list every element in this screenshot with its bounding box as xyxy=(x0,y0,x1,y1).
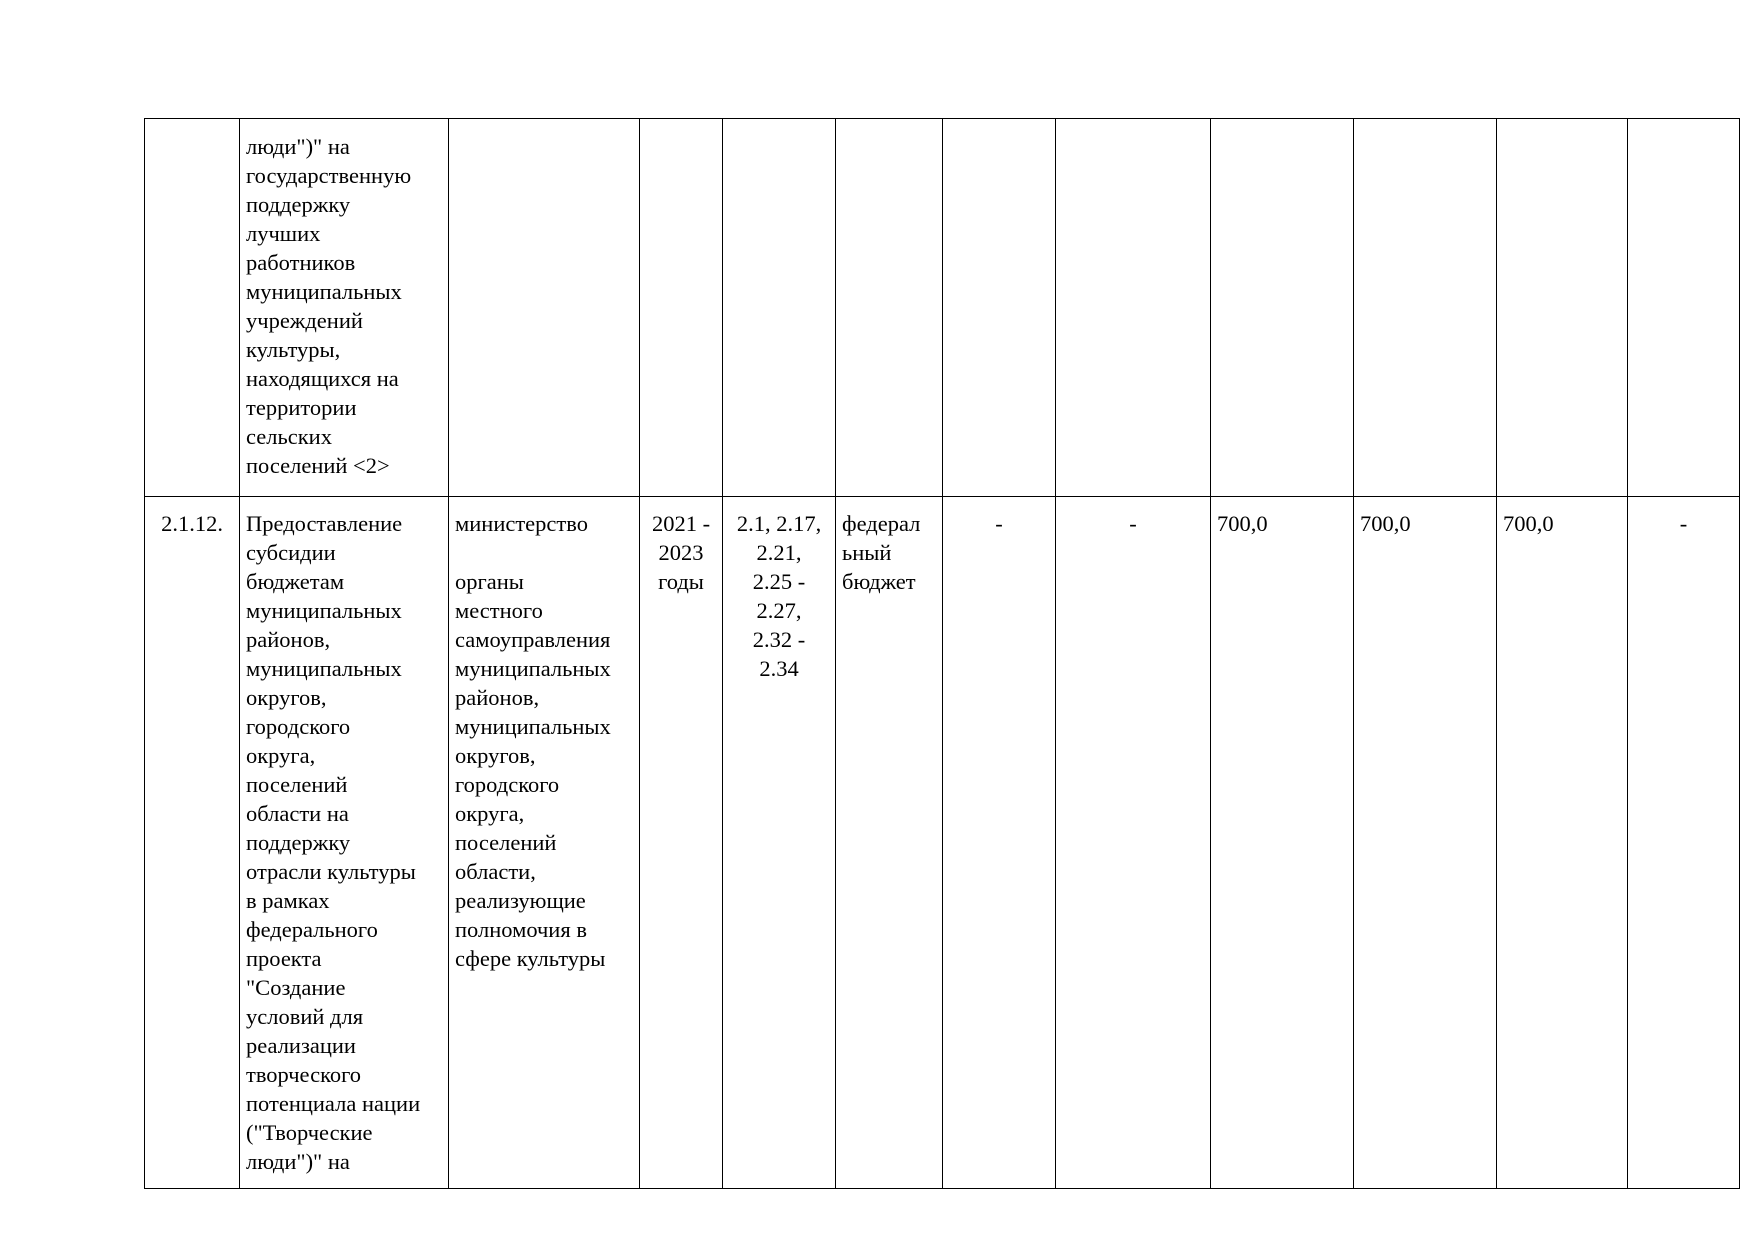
cell-period xyxy=(640,497,723,1189)
cell-value xyxy=(1497,497,1628,1189)
text-line: проекта xyxy=(246,946,322,971)
text-line: реализующие xyxy=(455,888,586,913)
cell-period xyxy=(640,119,723,497)
cell-source xyxy=(836,497,943,1189)
value-text: - xyxy=(1679,511,1688,536)
cell-value xyxy=(1211,497,1354,1189)
text-line: 2.27, xyxy=(756,598,802,623)
text-line: в рамках xyxy=(246,888,330,913)
text-line: городского xyxy=(246,714,351,739)
text-line: люди")" на xyxy=(246,1149,350,1174)
cell-number xyxy=(145,119,240,497)
cell-measure-name xyxy=(240,119,449,497)
text-line: области на xyxy=(246,801,349,826)
value-text: 700,0 xyxy=(1217,511,1268,536)
text-line: 2021 - xyxy=(651,511,711,536)
text-line: субсидии xyxy=(246,540,336,565)
text-line: 2023 xyxy=(658,540,704,565)
cell-source xyxy=(836,119,943,497)
text-line: сфере культуры xyxy=(455,946,606,971)
text-line: ("Творческие xyxy=(246,1120,373,1145)
text-line: местного xyxy=(455,598,543,623)
cell-measure-name xyxy=(240,497,449,1189)
text-line: поселений xyxy=(246,772,348,797)
text-line: городского xyxy=(455,772,560,797)
cell-value xyxy=(1211,119,1354,497)
text-line: учреждений xyxy=(246,308,363,333)
text-line: 2.25 - xyxy=(752,569,806,594)
text-line: муниципальных xyxy=(455,714,611,739)
text-line: условий для xyxy=(246,1004,364,1029)
program-table xyxy=(144,118,1740,1189)
row-number: 2.1.12. xyxy=(161,511,223,536)
text-line: полномочия в xyxy=(455,917,587,942)
text-line: министерство xyxy=(455,511,588,536)
text-line: поселений xyxy=(455,830,557,855)
text-line: районов, xyxy=(246,627,331,652)
text-line: муниципальных xyxy=(246,598,402,623)
text-line: муниципальных xyxy=(455,656,611,681)
text-line: реализации xyxy=(246,1033,356,1058)
cell-value xyxy=(1354,119,1497,497)
text-line: ьный xyxy=(842,540,892,565)
text-line: органы xyxy=(455,569,524,594)
cell-value xyxy=(1056,497,1211,1189)
text-line: муниципальных xyxy=(246,279,402,304)
text-line: лучших xyxy=(246,221,321,246)
text-line: округов, xyxy=(246,685,327,710)
text-line: бюджет xyxy=(842,569,916,594)
text-line: поселений <2> xyxy=(246,453,390,478)
text-line: творческого xyxy=(246,1062,362,1087)
text-line: сельских xyxy=(246,424,332,449)
text-line: поддержку xyxy=(246,830,351,855)
cell-value xyxy=(1354,497,1497,1189)
text-line: округов, xyxy=(455,743,536,768)
text-line: 2.34 xyxy=(759,656,799,681)
text-line: "Создание xyxy=(246,975,346,1000)
cell-value xyxy=(1056,119,1211,497)
cell-value xyxy=(1628,119,1740,497)
text-line: 2.32 - xyxy=(752,627,806,652)
text-line: поддержку xyxy=(246,192,351,217)
text-line: Предоставление xyxy=(246,511,403,536)
value-text: - xyxy=(1129,511,1137,536)
text-line: самоуправления xyxy=(455,627,611,652)
cell-value xyxy=(1497,119,1628,497)
table-row xyxy=(145,119,1740,497)
value-text: - xyxy=(995,511,1003,536)
cell-number xyxy=(145,497,240,1189)
value-text: 700,0 xyxy=(1360,511,1411,536)
text-line: округа, xyxy=(455,801,525,826)
text-line: потенциала нации xyxy=(246,1091,421,1116)
text-line: федерального xyxy=(246,917,378,942)
cell-value xyxy=(943,497,1056,1189)
text-line: находящихся на xyxy=(246,366,399,391)
cell-indicators xyxy=(723,497,836,1189)
text-line: муниципальных xyxy=(246,656,402,681)
text-line: области, xyxy=(455,859,536,884)
text-line: государственную xyxy=(246,163,412,188)
text-line: годы xyxy=(658,569,704,594)
text-line: округа, xyxy=(246,743,316,768)
text-line: территории xyxy=(246,395,357,420)
text-line: работников xyxy=(246,250,356,275)
cell-value xyxy=(1628,497,1740,1189)
cell-indicators xyxy=(723,119,836,497)
text-line: бюджетам xyxy=(246,569,345,594)
blank-line xyxy=(455,538,633,567)
text-line: люди")" на xyxy=(246,134,350,159)
cell-value xyxy=(943,119,1056,497)
text-line: 2.1, 2.17, xyxy=(736,511,822,536)
cell-executor xyxy=(449,119,640,497)
text-line: отрасли культуры xyxy=(246,859,416,884)
text-line: культуры, xyxy=(246,337,341,362)
table-row xyxy=(145,497,1740,1189)
cell-executor xyxy=(449,497,640,1189)
text-line: районов, xyxy=(455,685,540,710)
value-text: 700,0 xyxy=(1503,511,1554,536)
text-line: 2.21, xyxy=(756,540,802,565)
text-line: федерал xyxy=(842,511,921,536)
